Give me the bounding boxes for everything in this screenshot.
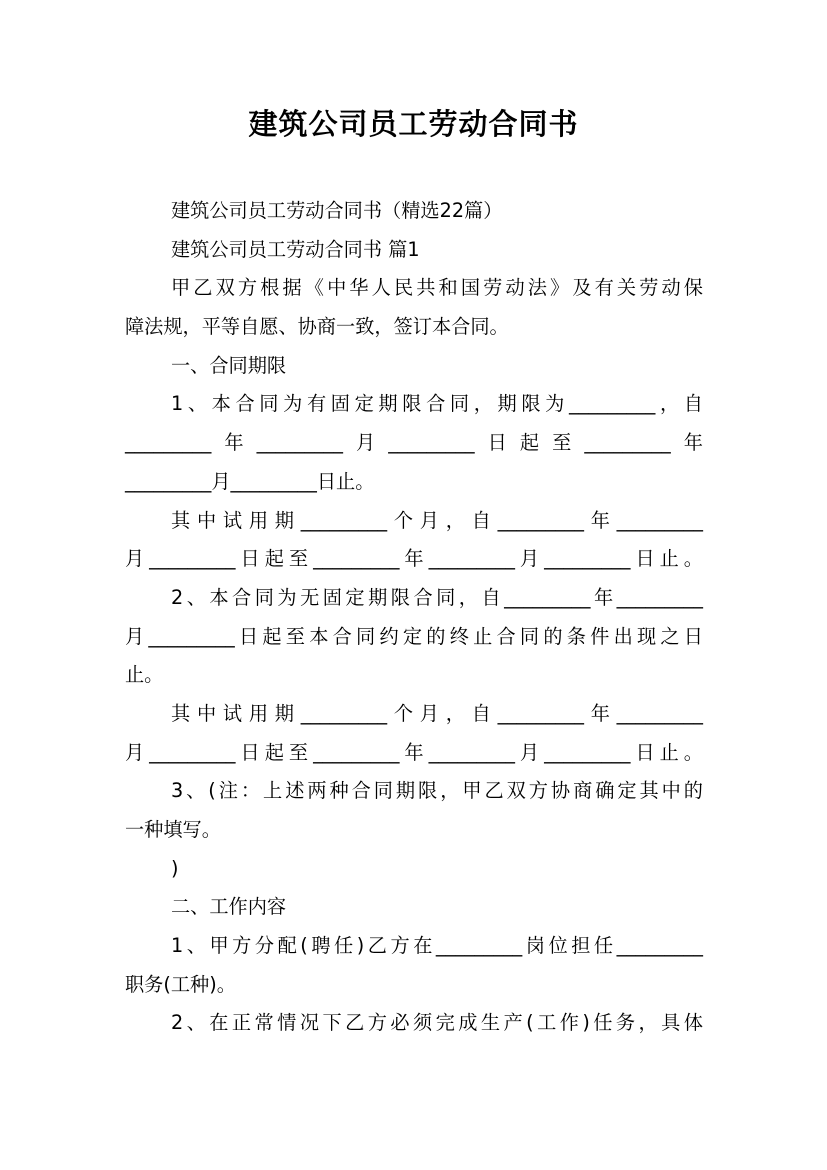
- paragraph-line: 月_________日起至本合同约定的终止合同的条件出现之日: [125, 624, 703, 648]
- paragraph-line: 2、在正常情况下乙方必须完成生产(工作)任务，具体: [171, 1011, 703, 1035]
- paragraph-line: 障法规，平等自愿、协商一致，签订本合同。: [125, 315, 509, 339]
- paragraph-line: 甲乙双方根据《中华人民共和国劳动法》及有关劳动保: [171, 276, 703, 300]
- paragraph-line: 止。: [125, 663, 164, 687]
- paragraph-line: 建筑公司员工劳动合同书（精选22篇）: [171, 199, 503, 222]
- paragraph-line: 一种填写。: [125, 818, 221, 841]
- paragraph-line: 3、(注：上述两种合同期限，甲乙双方协商确定其中的: [171, 779, 703, 803]
- document-body: [125, 192, 703, 1043]
- section-heading: 二、工作内容: [171, 895, 287, 919]
- paragraph-line: _________年_________月_________日起至_________年: [125, 431, 703, 455]
- paragraph-line: 职务(工种)。: [125, 972, 236, 996]
- section-heading: 一、合同期限: [171, 353, 287, 377]
- paragraph-line: 月_________日起至_________年_________月_________日止。: [125, 547, 703, 571]
- paragraph-line: 2、本合同为无固定期限合同，自_________年_________: [171, 585, 703, 609]
- paragraph-line: ): [171, 856, 179, 880]
- paragraph-line: 1、甲方分配(聘任)乙方在_________岗位担任_________: [171, 934, 703, 958]
- paragraph-line: 其中试用期_________个月，自_________年_________: [171, 701, 703, 725]
- paragraph-line: 月_________日起至_________年_________月_________日止。: [125, 740, 703, 764]
- paragraph-line: _________月_________日止。: [125, 469, 375, 493]
- paragraph-line: 建筑公司员工劳动合同书 篇1: [171, 237, 420, 261]
- paragraph-line: 其中试用期_________个月，自_________年_________: [171, 508, 703, 532]
- document-title: 建筑公司员工劳动合同书: [248, 107, 579, 141]
- paragraph-line: 1、本合同为有固定期限合同，期限为_________，自: [171, 392, 703, 416]
